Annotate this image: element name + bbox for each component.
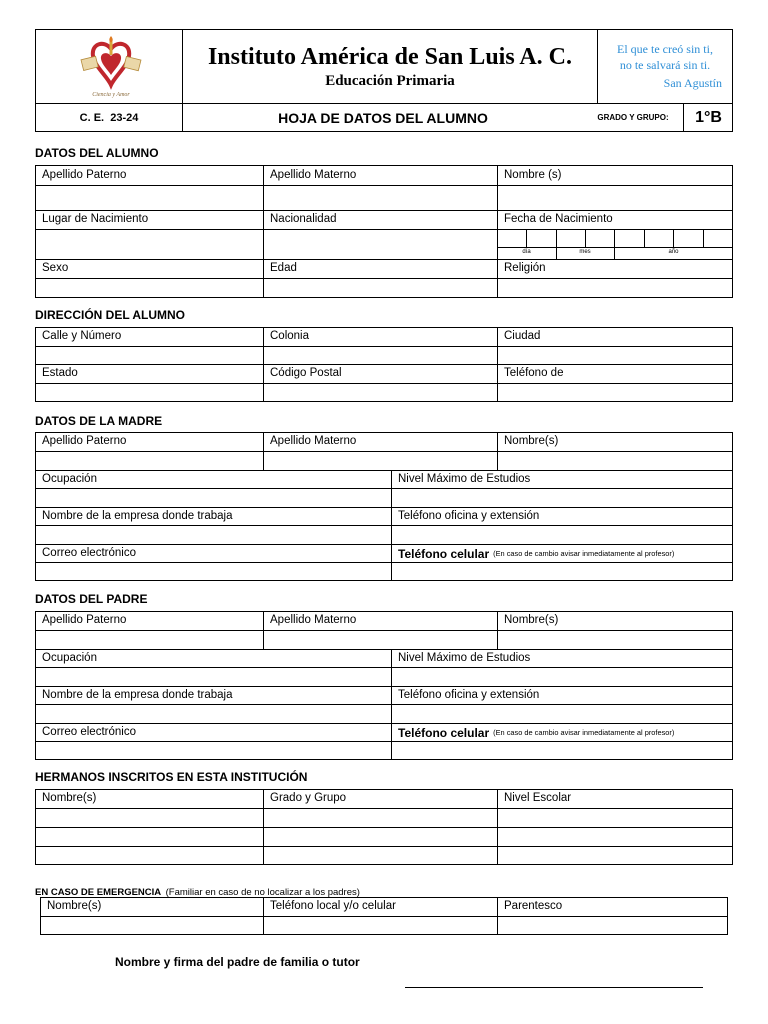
madre-label-tel-oficina: Teléfono oficina y extensión	[398, 509, 540, 522]
emergencia-col-nombre: Nombre(s)	[47, 900, 102, 913]
input-apellido-materno[interactable]	[264, 186, 497, 210]
quote-line-2: no te salvará sin ti.	[619, 58, 711, 72]
label-apellido-paterno: Apellido Paterno	[42, 168, 127, 181]
input-sexo[interactable]	[36, 279, 263, 297]
padre-input-correo[interactable]	[36, 742, 391, 759]
hermano-3-nombre[interactable]	[36, 847, 263, 864]
emergencia-input-nombre[interactable]	[41, 917, 263, 934]
madre-label-correo: Correo electrónico	[42, 546, 136, 559]
madre-input-apellido-materno[interactable]	[264, 452, 497, 470]
label-sexo: Sexo	[42, 262, 69, 275]
padre-input-tel-oficina[interactable]	[392, 705, 732, 723]
madre-input-tel-celular[interactable]	[392, 563, 732, 580]
emergencia-title: EN CASO DE EMERGENCIA	[35, 887, 162, 898]
institution-name: Instituto América de San Luis A. C.	[207, 44, 573, 70]
input-edad[interactable]	[264, 279, 497, 297]
hermano-1-nombre[interactable]	[36, 809, 263, 827]
logo-motto: Ciencia y Amor	[92, 92, 130, 98]
hermanos-col-nombre: Nombre(s)	[42, 792, 97, 805]
quote-author: San Agustín	[663, 76, 722, 90]
emergencia-input-parentesco[interactable]	[498, 917, 727, 934]
date-year-label: año	[668, 249, 679, 255]
madre-input-tel-oficina[interactable]	[392, 526, 732, 544]
madre-input-nombre[interactable]	[498, 452, 732, 470]
hermano-3-nivel[interactable]	[498, 847, 732, 864]
madre-tel-celular-note: (En caso de cambio avisar inmediatamente al profesor)	[493, 548, 675, 558]
madre-label-tel-celular	[392, 545, 732, 562]
padre-tel-celular-text: Teléfono celular	[398, 725, 490, 740]
emergencia-subtitle: (Familiar en caso de no localizar a los padres)	[165, 887, 360, 898]
emergencia-col-telefono: Teléfono local y/o celular	[270, 900, 396, 913]
label-lugar-nacimiento: Lugar de Nacimiento	[42, 213, 149, 226]
signature-label: Nombre y firma del padre de familia o tutor	[115, 955, 360, 969]
date-day-label: día	[522, 249, 531, 255]
section-title-alumno: DATOS DEL ALUMNO	[35, 146, 159, 160]
madre-input-ocupacion[interactable]	[36, 489, 391, 507]
label-religion: Religión	[504, 262, 546, 275]
padre-tel-celular-note: (En caso de cambio avisar inmediatamente al profesor)	[493, 727, 675, 737]
input-fecha-nacimiento[interactable]	[498, 230, 732, 247]
input-nacionalidad[interactable]	[264, 230, 497, 259]
label-estado: Estado	[42, 367, 78, 380]
madre-input-nivel-estudios[interactable]	[392, 489, 732, 507]
form-title: HOJA DE DATOS DEL ALUMNO	[278, 109, 488, 126]
madre-input-empresa[interactable]	[36, 526, 391, 544]
input-religion[interactable]	[498, 279, 732, 297]
school-logo	[74, 36, 148, 102]
padre-input-ocupacion[interactable]	[36, 668, 391, 686]
signature-line[interactable]	[405, 987, 703, 988]
date-month-label: mes	[579, 249, 591, 255]
label-fecha-nacimiento: Fecha de Nacimiento	[504, 213, 613, 226]
hermano-2-nombre[interactable]	[36, 828, 263, 846]
padre-label-correo: Correo electrónico	[42, 725, 136, 738]
section-title-direccion: DIRECCIÓN DEL ALUMNO	[35, 308, 185, 322]
hermano-2-nivel[interactable]	[498, 828, 732, 846]
input-lugar-nacimiento[interactable]	[36, 230, 263, 259]
padre-input-empresa[interactable]	[36, 705, 391, 723]
hermanos-col-grado: Grado y Grupo	[270, 792, 347, 805]
label-nombre: Nombre (s)	[504, 168, 562, 181]
padre-label-tel-oficina: Teléfono oficina y extensión	[398, 688, 540, 701]
input-telefono-casa[interactable]	[498, 384, 732, 401]
section-title-padre: DATOS DEL PADRE	[35, 592, 148, 606]
label-colonia: Colonia	[270, 330, 309, 343]
label-codigo-postal: Código Postal	[270, 367, 342, 380]
hermano-1-nivel[interactable]	[498, 809, 732, 827]
padre-label-nivel-estudios: Nivel Máximo de Estudios	[398, 651, 531, 664]
padre-label-tel-celular	[392, 724, 732, 741]
label-apellido-materno: Apellido Materno	[270, 168, 357, 181]
label-nacionalidad: Nacionalidad	[270, 213, 337, 226]
hermanos-col-nivel: Nivel Escolar	[504, 792, 572, 805]
label-telefono-casa: Teléfono de	[504, 367, 564, 380]
padre-label-nombre: Nombre(s)	[504, 614, 559, 627]
padre-label-apellido-paterno: Apellido Paterno	[42, 614, 127, 627]
section-title-hermanos: HERMANOS INSCRITOS EN ESTA INSTITUCIÓN	[35, 770, 308, 784]
quote-line-1: El que te creó sin ti,	[617, 42, 713, 56]
hermano-3-grado[interactable]	[264, 847, 497, 864]
grade-label: GRADO Y GRUPO:	[597, 113, 669, 122]
input-nombre[interactable]	[498, 186, 732, 210]
madre-label-empresa: Nombre de la empresa donde trabaja	[42, 509, 233, 522]
emergencia-col-parentesco: Parentesco	[504, 900, 563, 913]
input-calle[interactable]	[36, 347, 263, 364]
emergencia-input-telefono[interactable]	[264, 917, 497, 934]
padre-input-apellido-paterno[interactable]	[36, 631, 263, 649]
padre-input-nombre[interactable]	[498, 631, 732, 649]
madre-label-apellido-paterno: Apellido Paterno	[42, 435, 127, 448]
label-calle: Calle y Número	[42, 330, 122, 343]
school-cycle: C. E. 23-24	[79, 111, 139, 124]
education-level: Educación Primaria	[325, 73, 455, 89]
label-edad: Edad	[270, 262, 297, 275]
input-estado[interactable]	[36, 384, 263, 401]
grade-value: 1°B	[695, 108, 722, 126]
label-ciudad: Ciudad	[504, 330, 541, 343]
madre-label-nivel-estudios: Nivel Máximo de Estudios	[398, 472, 531, 485]
hermano-2-grado[interactable]	[264, 828, 497, 846]
input-apellido-paterno[interactable]	[36, 186, 263, 210]
padre-label-empresa: Nombre de la empresa donde trabaja	[42, 688, 233, 701]
madre-tel-celular-text: Teléfono celular	[398, 546, 490, 561]
input-colonia[interactable]	[264, 347, 497, 364]
padre-input-tel-celular[interactable]	[392, 742, 732, 759]
madre-label-apellido-materno: Apellido Materno	[270, 435, 357, 448]
madre-label-nombre: Nombre(s)	[504, 435, 559, 448]
input-ciudad[interactable]	[498, 347, 732, 364]
section-title-madre: DATOS DE LA MADRE	[35, 414, 163, 428]
padre-label-ocupacion: Ocupación	[42, 651, 97, 664]
input-codigo-postal[interactable]	[264, 384, 497, 401]
hermano-1-grado[interactable]	[264, 809, 497, 827]
padre-input-nivel-estudios[interactable]	[392, 668, 732, 686]
padre-label-apellido-materno: Apellido Materno	[270, 614, 357, 627]
padre-input-apellido-materno[interactable]	[264, 631, 497, 649]
madre-label-ocupacion: Ocupación	[42, 472, 97, 485]
madre-input-correo[interactable]	[36, 563, 391, 580]
madre-input-apellido-paterno[interactable]	[36, 452, 263, 470]
